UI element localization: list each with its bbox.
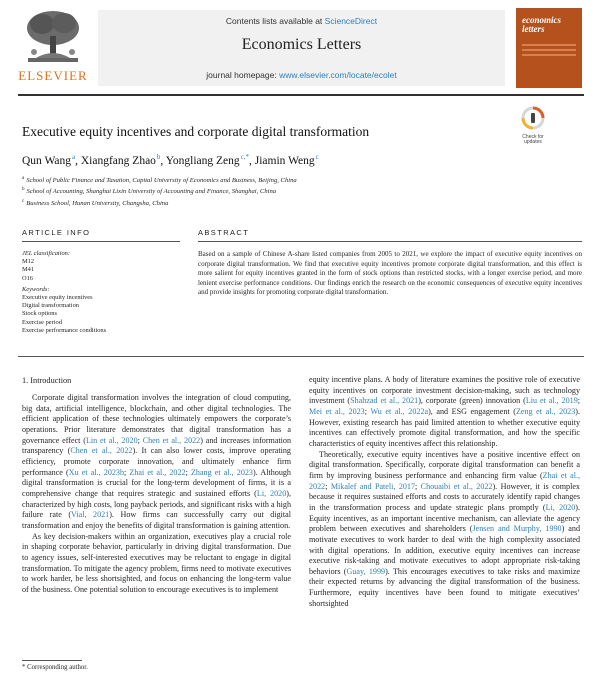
check-for-updates-icon <box>521 106 545 130</box>
paragraph: As key decision-makers within an organization, executives play a crucial role in shaping corporate behavior, particularly in driving digital transformation. Due to agency issues, self-interested executives may be reluctant to engage in digital transformation. To mitigate the agency problem, firms need to motivate executives to work harder, be less shortsighted, and focus on enhancing the long-term value of the business. One potential solution to encourage executives is to implement <box>22 531 291 594</box>
jel-label: JEL classification: <box>22 250 70 257</box>
author[interactable]: Yongliang Zeng <box>165 154 240 167</box>
citation-link[interactable]: Wu et al., 2022a <box>370 406 429 416</box>
citation-link[interactable]: Chen et al., 2022 <box>142 435 201 445</box>
citation-link[interactable]: Mei et al., 2023 <box>309 406 365 416</box>
footnote-divider <box>22 660 82 661</box>
citation-link[interactable]: Lin et al., 2020 <box>85 435 138 445</box>
front-matter-divider <box>18 356 584 357</box>
citation-link[interactable]: Li, 2020 <box>545 502 576 512</box>
abstract-text: Based on a sample of Chinese A-share listed companies from 2005 to 2021, we explore the impact of executive equity incentives on corporate digital transformation. We find that executive equity incentives promote corporate digital transformation, and this effect is more salient for equity incentives granted in the form of stock options than restricted stocks, with a longer exercise period, and more lenient exercise performance conditions. Our findings enrich the research on the economic consequences of executive equity incentives and provide insights for promoting corporate digital transformation. <box>198 250 582 297</box>
check-for-updates-badge[interactable] <box>518 106 548 145</box>
contents-line <box>98 16 505 26</box>
article-info-heading: ARTICLE INFO <box>22 228 91 237</box>
author-list: Qun Wang$^a$, Xiangfang Zhao$^b$, Yongliang Zeng$^{c,*}$, Jiamin Weng$^c$ <box>22 153 319 167</box>
citation-link[interactable]: Vial, 2021 <box>71 510 110 520</box>
citation-link[interactable]: Zhang et al., 2023 <box>190 467 253 477</box>
abstract-heading: ABSTRACT <box>198 228 250 237</box>
body-column-right <box>309 375 580 609</box>
homepage-line <box>98 70 505 80</box>
citation-link[interactable]: Liu et al., 2019 <box>525 396 578 406</box>
journal-header <box>18 6 584 86</box>
elsevier-tree-icon <box>22 8 84 66</box>
author-affiliation-marker[interactable]: a <box>72 153 76 161</box>
cover-title <box>522 16 578 34</box>
keyword: Stock options <box>22 310 57 318</box>
journal-banner <box>98 10 505 86</box>
article-title: Executive equity incentives and corporate digital transformation <box>22 124 370 139</box>
citation-link[interactable]: Chouaibi et al., 2022 <box>420 481 493 491</box>
cover-decoration <box>522 44 576 59</box>
keyword: Executive equity incentives <box>22 294 93 302</box>
cover-title-line2: letters <box>522 24 545 34</box>
article-info-rule <box>22 241 180 242</box>
affiliation: $^c$ Business School, Hunan University, Changsha, China <box>22 198 169 208</box>
abstract-rule <box>198 241 582 242</box>
affiliation: $^a$ School of Public Finance and Taxation, Capital University of Economics and Business, Beijing, China <box>22 176 297 185</box>
citation-link[interactable]: Zhai et al., 2022 <box>129 467 186 477</box>
paragraph: Corporate digital transformation involves the integration of cloud computing, big data, artificial intelligence, blockchain, and other digital technologies. The efficient application of these technologies ultimately empowers the corporate’s operations. Prior literature demonstrates that digital transformation has a governance effect (Lin et al., 2020; Chen et al., 2022) and increases information transparency (Chen et al., 2022). It can also lower costs, improve operating efficiency, promote corporate innovation, and ultimately enhance firm performance (Xu et al., 2023b; Zhai et al., 2022; Zhang et al., 2023). Although digital transformation is crucial for the long-term development of firms, it is a comprehensive change that requires strategic and sustained efforts (Li, 2020), characterized by high costs, long payback periods, and significant risks with a high failure rate (Vial, 2021). How firms can successfully carry out digital transformation and enjoy the benefits of digital transformation is gaining attention. <box>22 393 291 530</box>
author-affiliation-marker[interactable]: b <box>156 153 161 161</box>
author[interactable]: Jiamin Weng <box>254 154 315 167</box>
jel-code: M41 <box>22 266 35 274</box>
affiliation: $^b$ School of Accounting, Shanghai Lixin University of Accounting and Finance, Shanghai, China <box>22 187 277 196</box>
journal-name: Economics Letters <box>241 36 362 53</box>
body-column-left <box>22 393 291 595</box>
keyword: Exercise performance conditions <box>22 326 107 334</box>
cover-title-line1: economics <box>522 15 561 25</box>
author-affiliation-marker[interactable]: c,* <box>240 153 250 161</box>
citation-link[interactable]: Mikalef and Pateli, 2017 <box>330 481 416 491</box>
citation-link[interactable]: Guay, 1999 <box>346 566 386 576</box>
homepage-prefix: journal homepage: <box>206 70 280 80</box>
affiliation-list <box>22 174 297 208</box>
citation-link[interactable]: Zeng et al., 2023 <box>515 406 576 416</box>
header-divider <box>18 94 584 96</box>
author[interactable]: Xiangfang Zhao <box>80 154 156 167</box>
journal-cover[interactable] <box>516 8 582 88</box>
keyword: Digital transformation <box>22 302 79 310</box>
corresponding-author-footnote: * Corresponding author. <box>22 664 88 671</box>
sciencedirect-link[interactable]: ScienceDirect <box>324 16 378 26</box>
jel-code: M12 <box>22 258 35 266</box>
keywords-label: Keywords: <box>22 285 50 293</box>
paragraph: equity incentive plans. A body of literature examines the positive role of executive equity incentives on corporate investment decision-making, such as technology investment (Shahzad et al., 2021), corporate (green) innovation (Liu et al., 2019; Mei et al., 2023; Wu et al., 2022a), and ESG engagement (Zeng et al., 2023). However, existing research has paid limited attention to whether executive equity incentives can effectively promote digital transformation, and how the specific characteristics of equity incentives affect this relationship. <box>309 375 580 448</box>
elsevier-logo[interactable] <box>18 6 88 86</box>
citation-link[interactable]: Zhai et al., 2022 <box>309 470 581 491</box>
jel-code: O16 <box>22 274 34 282</box>
citation-link[interactable]: Xu et al., 2023b <box>68 467 125 477</box>
citation-link[interactable]: Li, 2020 <box>256 488 287 498</box>
author[interactable]: Qun Wang <box>22 154 72 167</box>
publisher-name: ELSEVIER <box>18 68 88 83</box>
contents-prefix: Contents lists available at <box>225 16 325 26</box>
check-for-updates-label: Check for updates <box>522 134 544 145</box>
paragraph: Theoretically, executive equity incentives have a positive incentive effect on digital transformation. Specifically, corporate digital transformation can benefit a firm by improving business performance and enhancing firm value (Zhai et al., 2022; Mikalef and Pateli, 2017; Chouaibi et al., 2022). However, it is complex because it requires sustained efforts and costs to accurately identify rapid changes in the transformation process and update strategic plans promptly (Li, 2020). Equity incentives, as an important incentive mechanism, can alleviate the agency problem between executives and shareholders (Jensen and Murphy, 1990) and motivate executives to work harder to deal with the high complexity associated with digital operations. In addition, executive equity incentives can increase executive risk-taking and motivate executives to adopt appropriate risk-taking behaviors (Guay, 1999). This encourages executives to take risks and maximize their expected returns by advancing the digital transformation of the business. Furthermore, equity incentives have been found to mitigate executives’ shortsighted <box>309 449 581 608</box>
citation-link[interactable]: Jensen and Murphy, 1990 <box>472 524 562 534</box>
author-affiliation-marker[interactable]: c <box>315 153 319 161</box>
section-heading: 1. Introduction <box>22 376 72 385</box>
keyword: Exercise period <box>22 318 62 326</box>
article-info <box>22 250 180 335</box>
journal-homepage-link[interactable]: www.elsevier.com/locate/ecolet <box>279 70 397 80</box>
citation-link[interactable]: Shahzad et al., 2021 <box>350 396 419 406</box>
citation-link[interactable]: Chen et al., 2022 <box>70 446 133 456</box>
